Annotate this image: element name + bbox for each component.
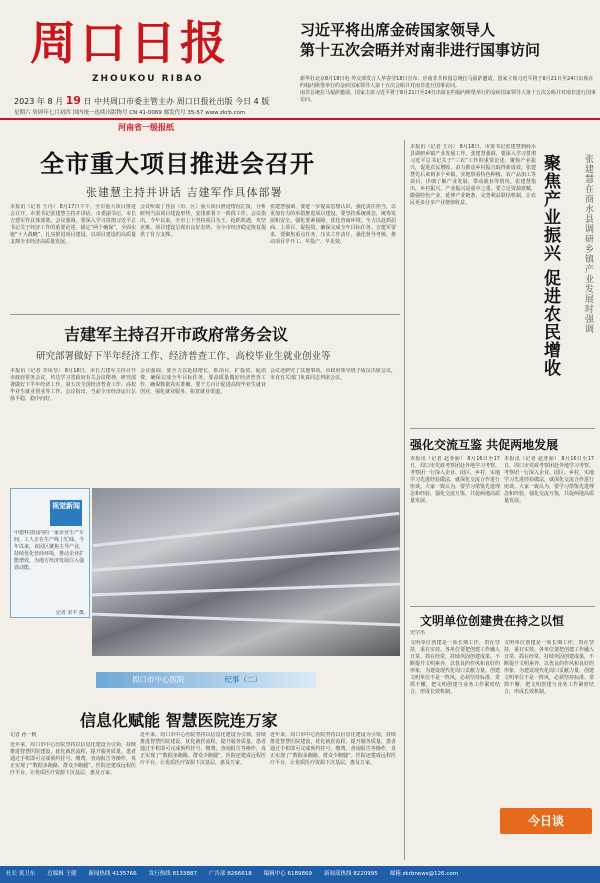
divider	[410, 606, 595, 607]
exchange-headline: 强化交流互鉴 共促两地发展	[410, 438, 559, 452]
hospital-author: 记者 孙一帆	[10, 732, 37, 738]
commentary-headline: 文明单位创建贵在持之以恒	[420, 614, 565, 628]
footer-bar: 社长 黄卫东 总编辑 王健 新闻热线 4135766 发行热线 8133887 广告部 8266618 编辑中心 6189869 新闻部热线 8220995 邮箱 zkrbnews@126.com	[0, 866, 600, 883]
second-headline: 吉建军主持召开市政府常务会议	[64, 325, 289, 344]
newspaper-logo-en: ZHOUKOU RIBAO	[92, 74, 204, 84]
column-divider	[404, 140, 405, 860]
exchange-body-col1: 本报讯（记者 赵亚丽） 8月16日至17日，周口市党政考察团赴外地学习考察。考察团一行深入企业、园区、乡村，实地学习先进经验做法，就深化交流合作进行座谈。大家一致认为，要学习借鉴先进理念和经验，强化交流互鉴，共促两地高质量发展。	[410, 456, 500, 504]
top-headline-summary: 新华社北京8月18日电 外交部发言人华春莹18日宣布：应南非共和国总统拉马福萨邀请，国家主席习近平将于8月21日至24日出席在约翰内斯堡举行的金砖国家领导人第十五次会晤并对南非进行国事访问。 南非总统拉马福萨邀请，国家主席习近平将于8月21日至24日出席在约翰内斯堡举行的金砖国家领导人第十五次会晤并对南非进行国事访问。	[300, 76, 596, 103]
photo-news-tag: 视觉新闻	[50, 500, 82, 526]
region-tag: 河南省一级报纸	[118, 123, 174, 132]
lead-subheadline: 张建慧主持并讲话 吉建军作具体部署	[86, 186, 283, 199]
lead-headline: 全市重大项目推进会召开	[40, 150, 315, 178]
today-talk-badge: 今日谈	[500, 808, 592, 834]
photo-caption: 中德科技园内的一家企业生产车间，工人正在生产线上忙碌。今年以来，该园区聚焦主导产业，持续优化营商环境，推动企业扩能增效，为地方经济发展注入强劲动能。	[14, 530, 84, 571]
issue-date: 2023 年 8 月 19 日 中共周口市委主管主办 周口日报社出版 今日 4 版	[14, 94, 270, 107]
divider	[410, 428, 595, 429]
series-banner: 周口市中心医院 纪事（二）	[96, 672, 316, 688]
right-main-headline: 聚焦产业振兴 促进农民增收	[540, 154, 560, 377]
commentary-body-col1: 文明单位创建是一项长期工作，贵在坚持，重在实效。各单位要把创建工作融入日常、抓在经常，持续巩固创建成果，不断提升文明素养，以优良的作风和良好的形象，为建设现代化周口贡献力量。创建文明单位不是一阵风，必须坚持标准、常抓不懈，把文明创建与业务工作紧密结合，形成长效机制。	[410, 640, 500, 695]
commentary-author: 史学杰	[410, 630, 426, 636]
lead-body-col3: 张建慧强调，要进一步提高思想认识，强化责任担当，以更加有力的举措推进项目建设。要坚持系统观念，统筹发展和安全，强化要素保障，优化营商环境，全力以赴抓招商、上项目、促投资，确保完成全年目标任务。吉建军要求，要聚焦重点任务，压实工作责任，强化督导考核，推动项目早开工、早投产、早见效。	[270, 204, 396, 245]
photo-credit: 记者 宋丰 摄	[55, 610, 84, 616]
second-body-col3: 会议还研究了其他事项。市政府领导班子成员出席会议，市直有关部门负责同志列席会议。	[270, 368, 396, 381]
lead-body-col1: 本报讯（记者 王丹） 8月17日下午，全市重大项目推进会召开。市委书记张建慧主持并讲话。市委副书记、市长吉建军作具体部署。会议强调，要深入学习贯彻习近平总书记关于经济工作的重要论述，锚定“两个确保”，全面实施“十大战略”，扎实推进项目建设，以项目建设的高质量支撑全市经济高质量发展。	[10, 204, 136, 245]
hospital-headline: 信息化赋能 智慧医院连万家	[80, 711, 278, 730]
divider	[10, 314, 400, 315]
second-body-col2: 会议强调，要全力以赴稳增长，抓项目、扩投资、促消费，确保完成全年目标任务。要高质量做好经济普查工作，确保数据真实准确。要千方百计促进高校毕业生就业创业，强化就业服务，拓宽就业渠道。	[140, 368, 266, 395]
issue-info: 星期六 癸卯年七月初四 国内统一连续出版物号 CN 41-0069 邮发代号 35-57 www.zkrb.com	[14, 110, 246, 116]
newspaper-logo: 周口日报	[30, 16, 230, 70]
commentary-body-col2: 文明单位创建是一项长期工作，贵在坚持，重在实效。各单位要把创建工作融入日常、抓在经常，持续巩固创建成果，不断提升文明素养，以优良的作风和良好的形象，为建设现代化周口贡献力量。创建文明单位不是一阵风，必须坚持标准、常抓不懈，把文明创建与业务工作紧密结合，形成长效机制。	[504, 640, 594, 695]
second-subheadline: 研究部署做好下半年经济工作、经济普查工作、高校毕业生就业创业等	[36, 351, 331, 362]
masthead-divider	[0, 118, 600, 120]
second-body-col1: 本报讯（记者 李凤琴） 8月18日，市长吉建军主持召开市政府常务会议，传达学习省政府有关会议精神，研究部署做好下半年经济工作、第五次全国经济普查工作、高校毕业生就业创业等工作。会议指出，当前全市经济运行总体平稳，稳中向好。	[10, 368, 136, 402]
hospital-body-col1: 近年来，周口市中心医院坚持以信息化建设为引领，持续推进智慧医院建设，优化就医流程，提升服务质量。患者通过手机即可完成预约挂号、缴费、查询报告等操作，真正实现了“数据多跑路、群众少跑腿”。医院还建成远程医疗平台，让优质医疗资源下沉基层，惠及万家。	[10, 742, 136, 776]
right-main-subheadline: 张建慧在商水县调研乡镇产业发展时强调	[583, 154, 593, 334]
right-main-body: 本报讯（记者 王丹） 8月18日，市委书记张建慧到商水县调研乡镇产业发展工作。张建慧强调，要深入学习贯彻习近平总书记关于“三农”工作的重要论述，聚焦产业振兴，促进农民增收，奋力推动乡村振兴取得新成效。张建慧先后来到多个乡镇，实地察看特色种植、农产品加工等项目，详细了解产业发展、带动就业等情况。张建慧指出，乡村振兴，产业振兴是重中之重。要立足资源禀赋，做强特色产业，延伸产业链条，完善利益联结机制，让农民更多分享产业增值收益。	[410, 144, 536, 206]
factory-photo	[92, 488, 400, 656]
hospital-body-col2: 近年来，周口市中心医院坚持以信息化建设为引领，持续推进智慧医院建设，优化就医流程，提升服务质量。患者通过手机即可完成预约挂号、缴费、查询报告等操作，真正实现了“数据多跑路、群众少跑腿”。医院还建成远程医疗平台，让优质医疗资源下沉基层，惠及万家。	[140, 732, 266, 766]
hospital-body-col3: 近年来，周口市中心医院坚持以信息化建设为引领，持续推进智慧医院建设，优化就医流程，提升服务质量。患者通过手机即可完成预约挂号、缴费、查询报告等操作，真正实现了“数据多跑路、群众少跑腿”。医院还建成远程医疗平台，让优质医疗资源下沉基层，惠及万家。	[270, 732, 396, 766]
top-headline: 习近平将出席金砖国家领导人 第十五次会晤并对南非进行国事访问	[300, 21, 541, 59]
lead-body-col2: 会议听取了各县（市、区）重大项目推进情况汇报，分析研判当前项目建设形势，安排部署下一阶段工作。会议指出，今年以来，全市上下坚持项目为王，抢抓机遇，攻坚克难，项目建设呈现出良好态势，为全市经济稳定恢复提供了有力支撑。	[140, 204, 266, 238]
exchange-body-col2: 本报讯（记者 赵亚丽） 8月16日至17日，周口市党政考察团赴外地学习考察。考察团一行深入企业、园区、乡村，实地学习先进经验做法，就深化交流合作进行座谈。大家一致认为，要学习借鉴先进理念和经验，强化交流互鉴，共促两地高质量发展。	[504, 456, 594, 504]
